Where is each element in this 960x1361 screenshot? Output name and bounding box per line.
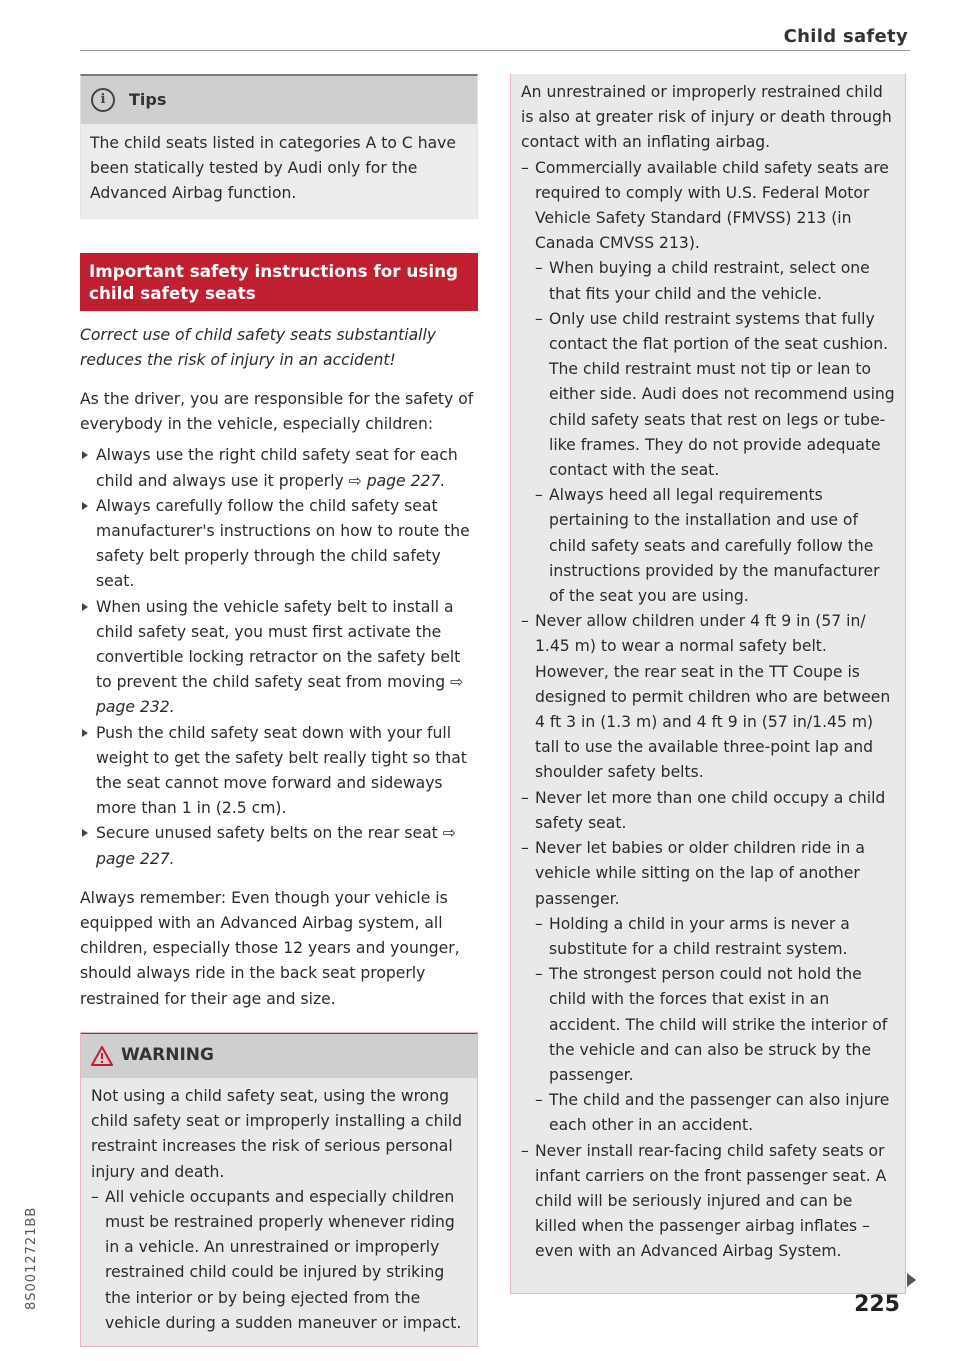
warning-body [81, 1078, 477, 1346]
list-item: Always use the right child safety seat for each child and always use it properly ⇨ page 227. [80, 443, 478, 493]
warning-subitem: – The child and the passenger can also injure each other in an accident. [521, 1088, 895, 1138]
bullet-arrow-icon [82, 502, 88, 510]
continue-arrow-icon[interactable] [907, 1273, 916, 1287]
warning-header [81, 1033, 477, 1078]
warning-item: – Never allow children under 4 ft 9 in (57 in/ 1.45 m) to wear a normal safety belt. However, the rear seat in the TT Coupe is designed to permit children who are between 4 ft 3 in (1.3 m) and 4 ft 9 in (57 in/1.45 m) tall to use the available three-point lap and shoulder safety belts. [521, 609, 895, 785]
left-column [80, 74, 478, 1347]
info-icon: i [91, 88, 115, 112]
warning-box [80, 1032, 478, 1347]
warning-title: WARNING [121, 1045, 214, 1066]
page-reference-link[interactable]: ⇨ page 232. [96, 673, 464, 717]
warning-triangle-icon [91, 1046, 113, 1066]
list-item: Always carefully follow the child safety seat manufacturer's instructions on how to route the safety belt properly through the child safety seat. [80, 494, 478, 595]
section-intro: Correct use of child safety seats substantially reduces the risk of injury in an accident! [80, 325, 437, 369]
warning-subitem: – Always heed all legal requirements pertaining to the installation and use of child safety seats and carefully follow the instructions provided by the manufacturer of the seat you are using. [521, 483, 895, 609]
list-item: Push the child safety seat down with your full weight to get the safety belt really tight so that the seat cannot move forward and sideways more than 1 in (2.5 cm). [80, 721, 478, 822]
warning-item: – Never install rear-facing child safety seats or infant carriers on the front passenger seat. A child will be seriously injured and can be killed when the passenger airbag inflates – even with an Advanced Airbag System. [521, 1139, 895, 1265]
always-remember-paragraph: Always remember: Even though your vehicle is equipped with an Advanced Airbag system, all children, especially those 12 years and younger, should always ride in the back seat properly restrained for their age and size. [80, 888, 460, 1008]
page-number: 225 [854, 1292, 900, 1317]
right-column [510, 74, 906, 1294]
section-heading: Important safety instructions for using child safety seats [80, 253, 478, 311]
warning-continued-lead: An unrestrained or improperly restrained child is also at greater risk of injury or death through contact with an inflating airbag. [521, 83, 892, 152]
instruction-list [80, 443, 478, 871]
warning-text: Not using a child safety seat, using the wrong child safety seat or improperly installing a child restraint increases the risk of serious personal injury and death. [91, 1086, 463, 1181]
section-title: Child safety [783, 26, 908, 47]
warning-item: – All vehicle occupants and especially children must be restrained properly whenever riding in a vehicle. An unrestrained or improperly restrained child could be injured by striking the interior or by being ejected from the vehicle during a sudden maneuver or impact. [91, 1185, 467, 1336]
warning-subitem: – When buying a child restraint, select one that fits your child and the vehicle. [521, 256, 895, 306]
tips-box [80, 74, 478, 219]
tips-body: The child seats listed in categories A to C have been statically tested by Audi only for the Advanced Airbag function. [90, 134, 456, 203]
warning-subitem: – Holding a child in your arms is never a substitute for a child restraint system. [521, 912, 895, 962]
document-code: 8S0012721BB [24, 1206, 39, 1310]
tips-header [81, 76, 477, 124]
bullet-arrow-icon [82, 729, 88, 737]
page-reference-link[interactable]: ⇨ page 227. [96, 824, 456, 868]
page-reference-link[interactable]: ⇨ page 227. [348, 471, 446, 490]
tips-title: Tips [129, 90, 167, 110]
bullet-arrow-icon [82, 829, 88, 837]
warning-item: – Commercially available child safety seats are required to comply with U.S. Federal Motor Vehicle Safety Standard (FMVSS) 213 (in Canada CMVSS 213). [521, 156, 895, 257]
warning-item: – Never let more than one child occupy a child safety seat. [521, 786, 895, 836]
warning-subitem: – The strongest person could not hold the child with the forces that exist in an accident. The child will strike the interior of the vehicle and can also be struck by the passenger. [521, 962, 895, 1088]
driver-responsibility-paragraph: As the driver, you are responsible for the safety of everybody in the vehicle, especially children: [80, 390, 474, 434]
list-item: When using the vehicle safety belt to install a child safety seat, you must first activate the convertible locking retractor on the safety belt to prevent the child safety seat from moving ⇨ page 232. [80, 595, 478, 721]
warning-continued-box [510, 74, 906, 1294]
bullet-arrow-icon [82, 451, 88, 459]
bullet-arrow-icon [82, 603, 88, 611]
warning-item: – Never let babies or older children ride in a vehicle while sitting on the lap of another passenger. [521, 836, 895, 912]
list-item: Secure unused safety belts on the rear seat ⇨ page 227. [80, 821, 478, 871]
warning-subitem: – Only use child restraint systems that fully contact the flat portion of the seat cushion. The child restraint must not tip or lean to either side. Audi does not recommend using child safety seats that rest on legs or tube-like frames. They do not provide adequate contact with the seat. [521, 307, 895, 483]
header-rule [80, 50, 910, 51]
